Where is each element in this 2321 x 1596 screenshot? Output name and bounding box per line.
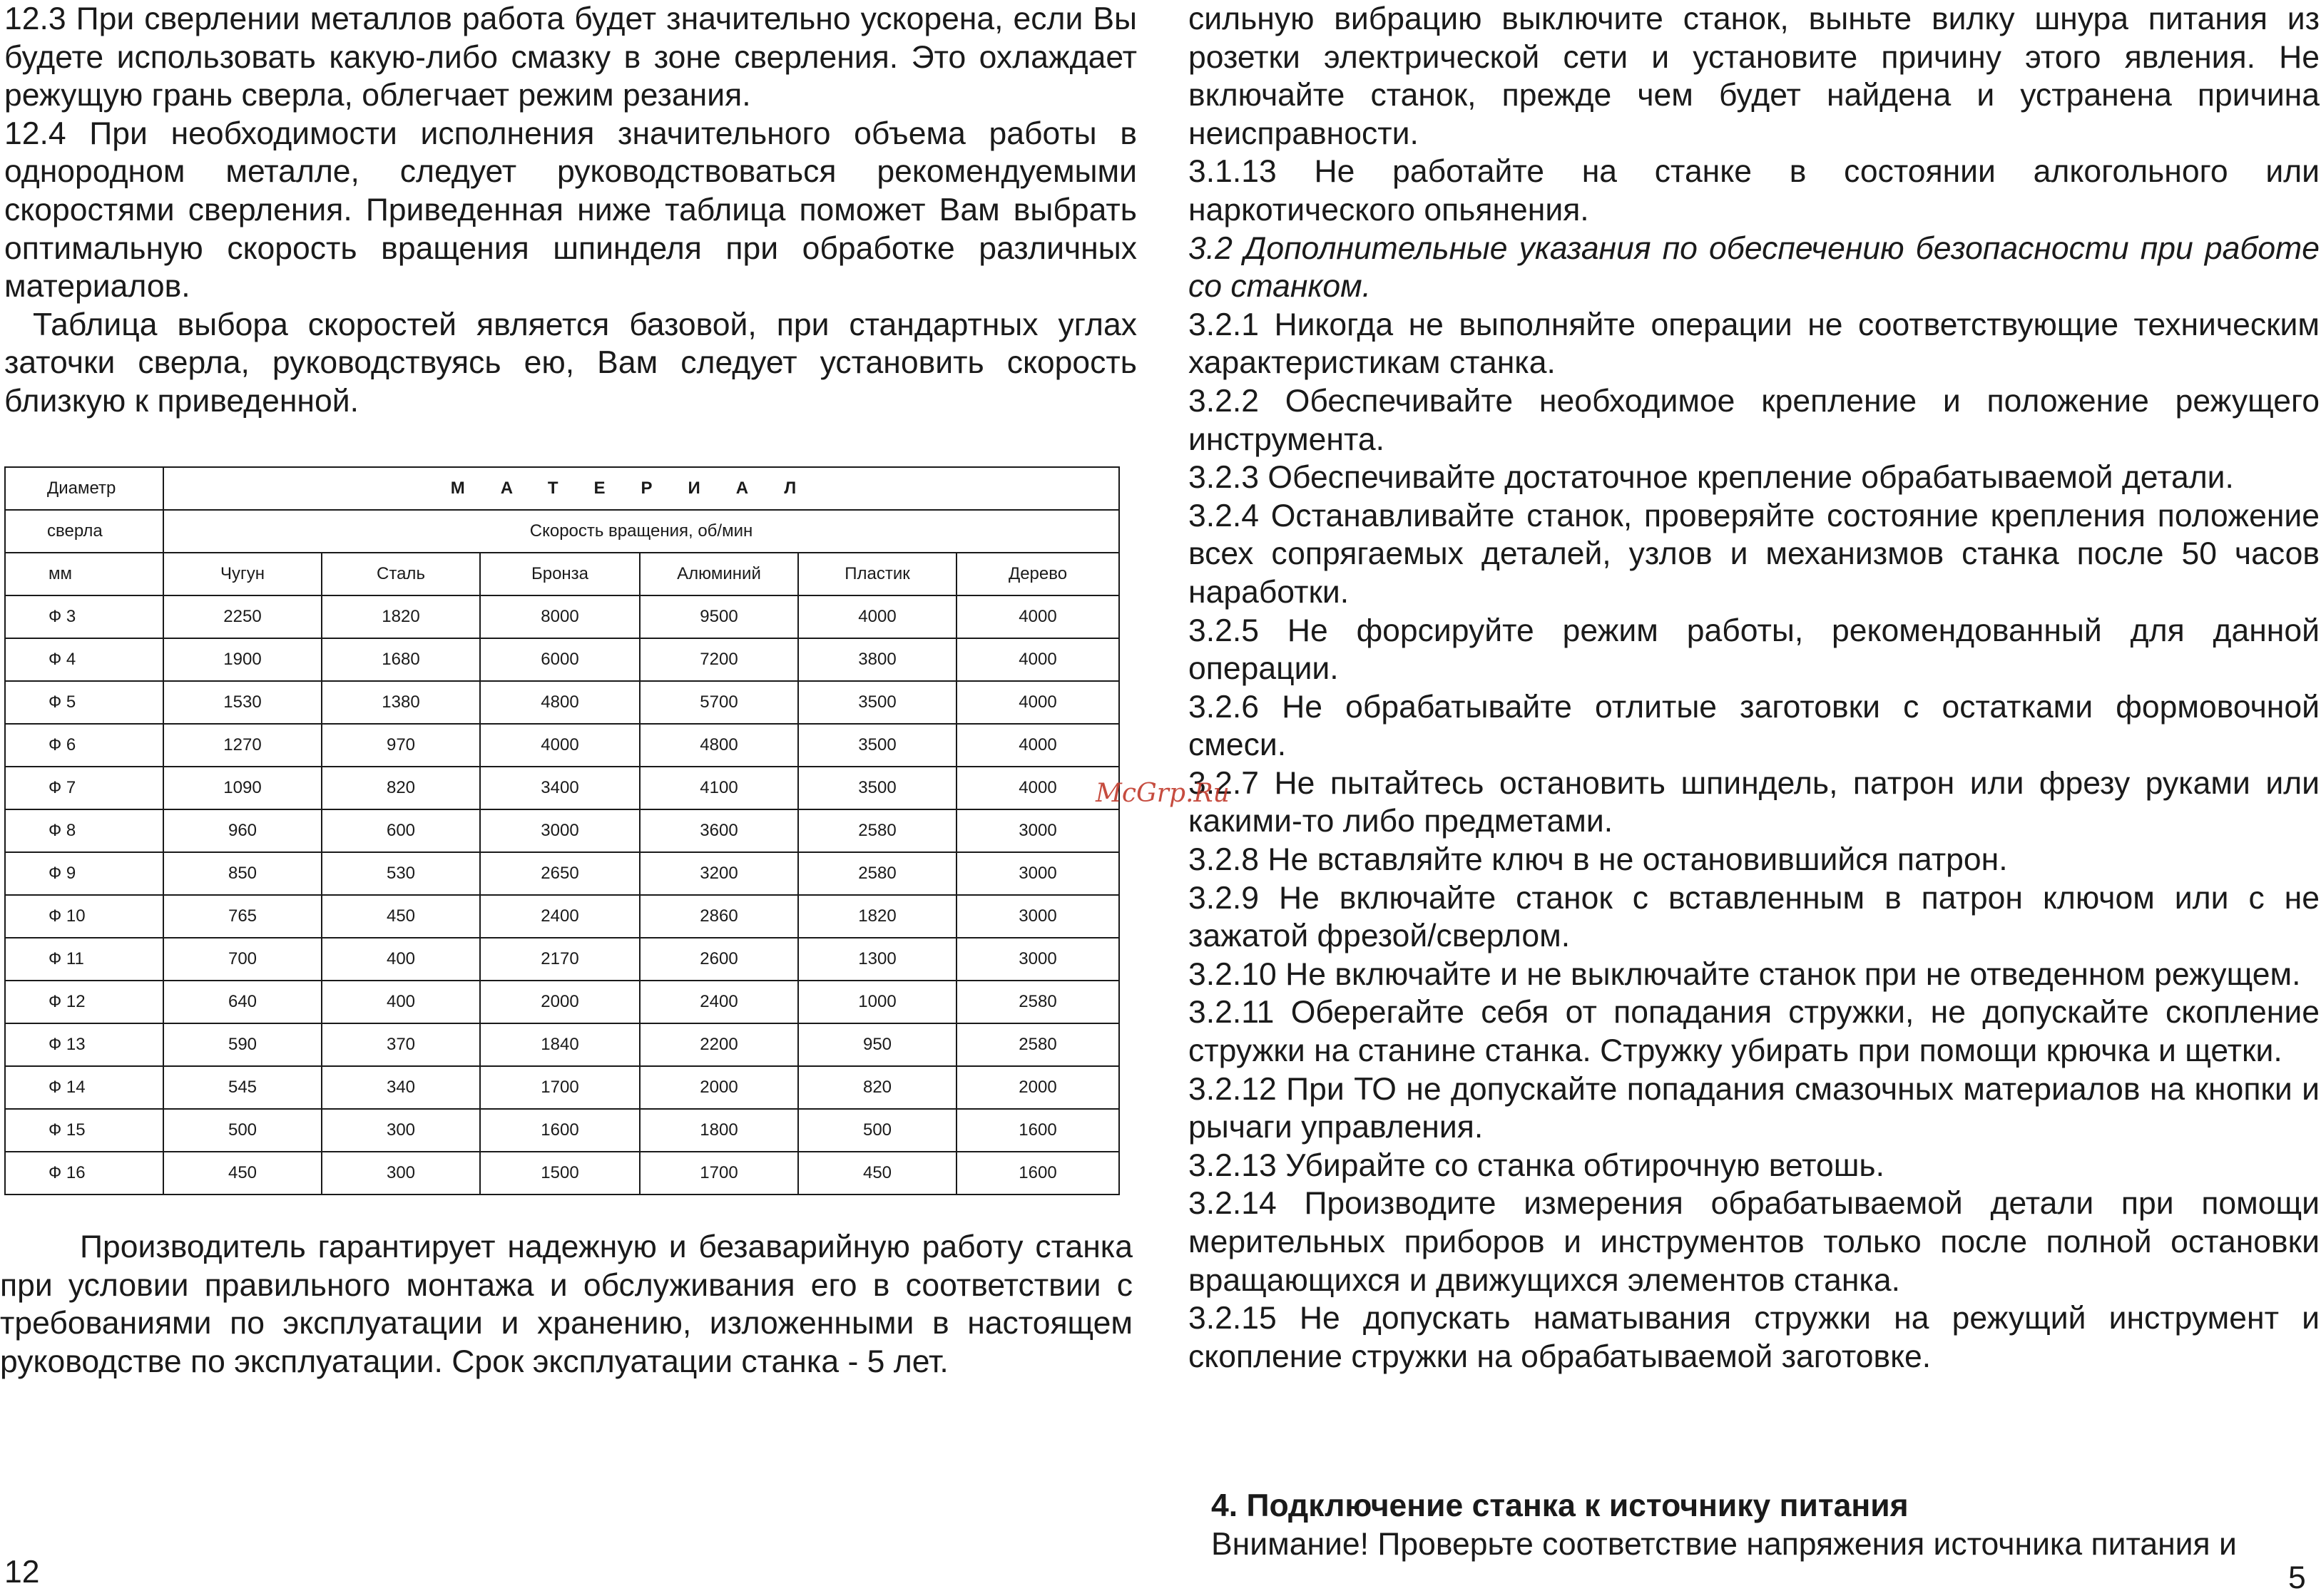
table-cell-diameter: Ф 4 — [5, 638, 163, 681]
table-row — [5, 1023, 1119, 1066]
table-cell: 820 — [798, 1066, 957, 1109]
table-cell: 640 — [163, 981, 322, 1023]
table-cell: 340 — [322, 1066, 480, 1109]
table-column-header: Дерево — [957, 553, 1119, 595]
paragraph-12-3: 12.3 При сверлении металлов работа будет значительно ускорена, если Вы будете использовать какую-либо смазку в зоне сверления. Это охлаждает режущую грань сверла, облегчает режим резания. — [4, 1, 1137, 113]
left-column — [4, 0, 1137, 421]
table-cell: 4000 — [957, 681, 1119, 724]
table-header-row — [5, 553, 1119, 595]
table-row — [5, 852, 1119, 895]
table-cell: 450 — [798, 1152, 957, 1195]
table-cell: 7200 — [640, 638, 798, 681]
table-row — [5, 681, 1119, 724]
table-cell: 2400 — [640, 981, 798, 1023]
table-cell-diameter: Ф 6 — [5, 724, 163, 767]
table-cell: 2250 — [163, 595, 322, 638]
paragraph-3-2-5: 3.2.5 Не форсируйте режим работы, рекомендованный для данной операции. — [1188, 613, 2320, 687]
table-cell: 8000 — [480, 595, 640, 638]
table-cell: 1000 — [798, 981, 957, 1023]
table-cell: 2650 — [480, 852, 640, 895]
paragraph-3-2-4: 3.2.4 Останавливайте станок, проверяйте состояние крепления положение всех сопрягаемых деталей, узлов и механизмов станка после 50 часов наработки. — [1188, 498, 2320, 610]
page-number-left: 12 — [4, 1555, 40, 1590]
table-cell: 370 — [322, 1023, 480, 1066]
table-cell: 500 — [798, 1109, 957, 1152]
table-cell: 4000 — [957, 724, 1119, 767]
paragraph-3-2-2: 3.2.2 Обеспечивайте необходимое крепление и положение режущего инструмента. — [1188, 383, 2320, 457]
table-header-drill: сверла — [5, 510, 163, 553]
table-header-diameter: Диаметр — [5, 467, 163, 510]
table-cell: 450 — [322, 895, 480, 938]
table-column-header: Сталь — [322, 553, 480, 595]
table-cell: 4000 — [957, 595, 1119, 638]
table-cell-diameter: Ф 8 — [5, 809, 163, 852]
table-cell: 3800 — [798, 638, 957, 681]
table-cell: 1090 — [163, 767, 322, 809]
table-column-header: Бронза — [480, 553, 640, 595]
table-cell-diameter: Ф 3 — [5, 595, 163, 638]
table-row — [5, 724, 1119, 767]
table-cell: 1380 — [322, 681, 480, 724]
speed-table-body — [5, 467, 1119, 1195]
table-column-header: Чугун — [163, 553, 322, 595]
table-cell: 960 — [163, 809, 322, 852]
table-cell: 1270 — [163, 724, 322, 767]
table-cell-diameter: Ф 5 — [5, 681, 163, 724]
table-row — [5, 595, 1119, 638]
table-cell: 1600 — [957, 1109, 1119, 1152]
right-column — [1188, 0, 2320, 1376]
table-cell: 2600 — [640, 938, 798, 981]
table-cell: 2200 — [640, 1023, 798, 1066]
speed-table — [4, 466, 1120, 1195]
table-cell: 500 — [163, 1109, 322, 1152]
table-row — [5, 895, 1119, 938]
table-cell: 700 — [163, 938, 322, 981]
table-cell: 2860 — [640, 895, 798, 938]
table-cell-diameter: Ф 7 — [5, 767, 163, 809]
table-cell: 970 — [322, 724, 480, 767]
table-cell: 2580 — [798, 852, 957, 895]
table-cell: 3000 — [957, 852, 1119, 895]
section-3-2-title: 3.2 Дополнительные указания по обеспечению безопасности при работе со станком. — [1188, 230, 2320, 305]
table-cell: 400 — [322, 981, 480, 1023]
table-cell: 4100 — [640, 767, 798, 809]
table-cell: 2000 — [957, 1066, 1119, 1109]
table-cell-diameter: Ф 9 — [5, 852, 163, 895]
paragraph-3-2-8: 3.2.8 Не вставляйте ключ в не остановившийся патрон. — [1188, 842, 2008, 878]
table-cell: 400 — [322, 938, 480, 981]
table-cell: 4800 — [480, 681, 640, 724]
table-cell-diameter: Ф 12 — [5, 981, 163, 1023]
table-cell: 450 — [163, 1152, 322, 1195]
table-cell: 1600 — [480, 1109, 640, 1152]
table-cell: 3500 — [798, 767, 957, 809]
table-cell: 1820 — [798, 895, 957, 938]
table-cell: 2580 — [798, 809, 957, 852]
paragraph-3-2-15: 3.2.15 Не допускать наматывания стружки на режущий инструмент и скопление стружки на обрабатываемой заготовке. — [1188, 1301, 2320, 1374]
table-cell: 820 — [322, 767, 480, 809]
table-cell: 300 — [322, 1152, 480, 1195]
table-header-mm: мм — [5, 553, 163, 595]
table-cell: 3200 — [640, 852, 798, 895]
table-cell: 3000 — [957, 809, 1119, 852]
paragraph-3-2-7: 3.2.7 Не пытайтесь остановить шпиндель, патрон или фрезу руками или какими-то либо предметами. — [1188, 765, 2320, 839]
table-cell: 2170 — [480, 938, 640, 981]
section-4 — [1211, 1487, 2321, 1563]
table-cell: 2000 — [480, 981, 640, 1023]
table-cell: 4000 — [957, 638, 1119, 681]
table-row — [5, 981, 1119, 1023]
table-cell: 2580 — [957, 981, 1119, 1023]
table-cell: 4000 — [798, 595, 957, 638]
table-cell: 2000 — [640, 1066, 798, 1109]
table-cell: 1600 — [957, 1152, 1119, 1195]
table-cell-diameter: Ф 10 — [5, 895, 163, 938]
watermark: McGrp.Ru — [1096, 779, 1230, 808]
table-header-row — [5, 510, 1119, 553]
paragraph-continuation: сильную вибрацию выключите станок, выньте вилку шнура питания из розетки электрической сети и установите причину этого явления. Не включайте станок, прежде чем будет найдена и устранена причина неисправности. — [1188, 1, 2320, 151]
table-cell: 1530 — [163, 681, 322, 724]
paragraph-3-2-6: 3.2.6 Не обрабатывайте отлитые заготовки с остатками формовочной смеси. — [1188, 689, 2320, 763]
table-column-header: Алюминий — [640, 553, 798, 595]
table-cell: 3600 — [640, 809, 798, 852]
table-cell: 950 — [798, 1023, 957, 1066]
table-cell-diameter: Ф 13 — [5, 1023, 163, 1066]
table-cell: 530 — [322, 852, 480, 895]
table-cell: 9500 — [640, 595, 798, 638]
table-cell-diameter: Ф 14 — [5, 1066, 163, 1109]
table-cell-diameter: Ф 11 — [5, 938, 163, 981]
table-row — [5, 638, 1119, 681]
table-row — [5, 1109, 1119, 1152]
table-cell: 3000 — [957, 895, 1119, 938]
table-cell: 3400 — [480, 767, 640, 809]
table-cell: 3500 — [798, 681, 957, 724]
guarantee-block — [0, 1228, 1133, 1381]
section-4-text: Внимание! Проверьте соответствие напряжения источника питания и — [1211, 1526, 2237, 1562]
table-cell-diameter: Ф 16 — [5, 1152, 163, 1195]
table-column-header: Пластик — [798, 553, 957, 595]
table-cell: 545 — [163, 1066, 322, 1109]
table-cell: 300 — [322, 1109, 480, 1152]
table-cell: 850 — [163, 852, 322, 895]
table-cell: 1700 — [640, 1152, 798, 1195]
paragraph-3-2-11: 3.2.11 Оберегайте себя от попадания стружки, не допускайте скопление стружки на станине станка. Стружку убирать при помощи крючка и щетки. — [1188, 995, 2320, 1069]
table-cell: 1820 — [322, 595, 480, 638]
table-cell: 3000 — [480, 809, 640, 852]
table-header-speed: Скорость вращения, об/мин — [163, 510, 1119, 553]
table-cell: 1840 — [480, 1023, 640, 1066]
table-row — [5, 767, 1119, 809]
table-cell: 3500 — [798, 724, 957, 767]
table-cell: 6000 — [480, 638, 640, 681]
paragraph-3-2-14: 3.2.14 Производите измерения обрабатываемой детали при помощи мерительных приборов и инструментов только после полной остановки вращающихся и движущихся элементов станка. — [1188, 1186, 2320, 1298]
paragraph-3-2-10: 3.2.10 Не включайте и не выключайте станок при не отведенном режущем. — [1188, 956, 2301, 992]
table-row — [5, 809, 1119, 852]
speed-table-container — [4, 466, 1118, 1195]
paragraph-table-intro: Таблица выбора скоростей является базовой, при стандартных углах заточки сверла, руководствуясь ею, Вам следует установить скорость близкую к приведенной. — [4, 307, 1137, 419]
paragraph-3-2-9: 3.2.9 Не включайте станок с вставленным в патрон ключом или с не зажатой фрезой/сверлом. — [1188, 880, 2320, 954]
table-header-material: МАТЕРИАЛ — [163, 467, 1119, 510]
paragraph-3-1-13: 3.1.13 Не работайте на станке в состоянии алкогольного или наркотического опьянения. — [1188, 154, 2320, 227]
table-cell: 765 — [163, 895, 322, 938]
paragraph-12-4: 12.4 При необходимости исполнения значительного объема работы в однородном металле, следует руководствоваться рекомендуемыми скоростями сверления. Приведенная ниже таблица поможет Вам выбрать оптимальную скорость вращения шпинделя при обработке различных материалов. — [4, 116, 1137, 305]
table-cell: 1900 — [163, 638, 322, 681]
table-cell: 1700 — [480, 1066, 640, 1109]
table-header-row — [5, 467, 1119, 510]
table-cell: 1500 — [480, 1152, 640, 1195]
table-cell-diameter: Ф 15 — [5, 1109, 163, 1152]
table-cell: 4800 — [640, 724, 798, 767]
table-cell: 590 — [163, 1023, 322, 1066]
table-cell: 4000 — [957, 767, 1119, 809]
table-cell: 2400 — [480, 895, 640, 938]
table-row — [5, 1152, 1119, 1195]
paragraph-3-2-3: 3.2.3 Обеспечивайте достаточное крепление обрабатываемой детали. — [1188, 460, 2234, 496]
table-cell: 600 — [322, 809, 480, 852]
table-cell: 4000 — [480, 724, 640, 767]
table-cell: 2580 — [957, 1023, 1119, 1066]
paragraph-3-2-13: 3.2.13 Убирайте со станка обтирочную ветошь. — [1188, 1147, 1884, 1183]
table-cell: 1680 — [322, 638, 480, 681]
section-4-heading: 4. Подключение станка к источнику питания — [1211, 1488, 1909, 1523]
paragraph-3-2-1: 3.2.1 Никогда не выполняйте операции не соответствующие техническим характеристикам станка. — [1188, 307, 2320, 381]
table-cell: 1800 — [640, 1109, 798, 1152]
table-cell: 5700 — [640, 681, 798, 724]
table-row — [5, 1066, 1119, 1109]
paragraph-guarantee: Производитель гарантирует надежную и безаварийную работу станка при условии правильного монтажа и обслуживания его в соответствии с требованиями по эксплуатации и хранению, изложенными в настоящем руководстве по эксплуатации. Срок эксплуатации станка - 5 лет. — [0, 1229, 1133, 1379]
paragraph-3-2-12: 3.2.12 При ТО не допускайте попадания смазочных материалов на кнопки и рычаги управления. — [1188, 1071, 2320, 1145]
table-cell: 3000 — [957, 938, 1119, 981]
page-number-right: 5 — [2288, 1560, 2306, 1595]
table-row — [5, 938, 1119, 981]
table-cell: 1300 — [798, 938, 957, 981]
